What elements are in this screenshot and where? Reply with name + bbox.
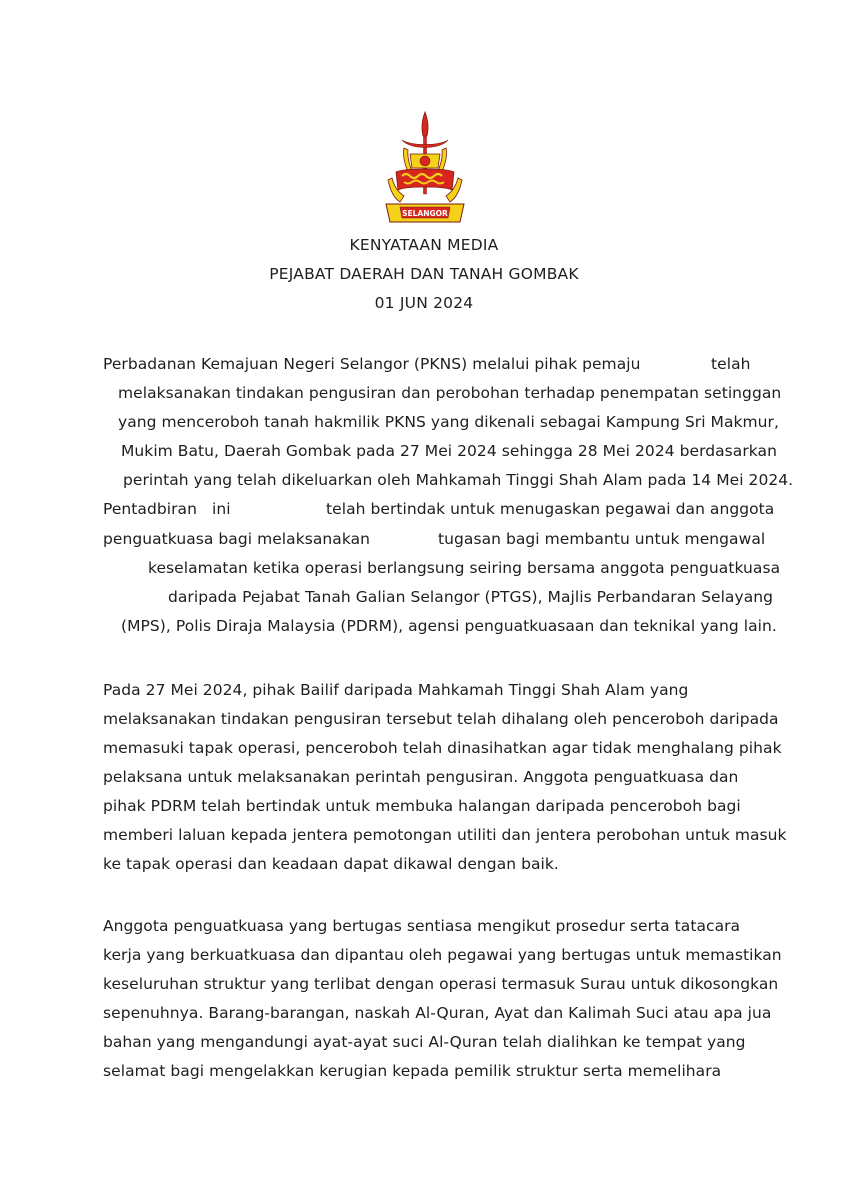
paragraph-line: keselamatan ketika operasi berlangsung seiring bersama anggota penguatkuasa xyxy=(148,559,781,577)
paragraph-line: memberi laluan kepada jentera pemotongan utiliti dan jentera perobohan untuk masuk xyxy=(103,826,787,844)
paragraph-line: pelaksana untuk melaksanakan perintah pengusiran. Anggota penguatkuasa dan xyxy=(103,768,739,786)
paragraph-line: telah xyxy=(711,355,751,373)
paragraph-line: penguatkuasa bagi melaksanakan xyxy=(103,530,371,548)
paragraph-line: memasuki tapak operasi, penceroboh telah dinasihatkan agar tidak menghalang pihak xyxy=(103,739,782,757)
paragraph-line: ini xyxy=(212,500,231,518)
paragraph-line: Pentadbiran xyxy=(103,500,197,518)
selangor-crest-logo xyxy=(380,110,470,226)
paragraph-line: telah bertindak untuk menugaskan pegawai dan anggota xyxy=(326,500,775,518)
paragraph-line: yang menceroboh tanah hakmilik PKNS yang dikenali sebagai Kampung Sri Makmur, xyxy=(118,413,779,431)
paragraph-line: (MPS), Polis Diraja Malaysia (PDRM), agensi penguatkuasaan dan teknikal yang lain. xyxy=(121,617,777,635)
paragraph-line: pihak PDRM telah bertindak untuk membuka halangan daripada penceroboh bagi xyxy=(103,797,741,815)
paragraph-line: Perbadanan Kemajuan Negeri Selangor (PKNS) melalui pihak pemaju xyxy=(103,355,641,373)
paragraph-line: Pada 27 Mei 2024, pihak Bailif daripada Mahkamah Tinggi Shah Alam yang xyxy=(103,681,689,699)
paragraph-line: tugasan bagi membantu untuk mengawal xyxy=(438,530,766,548)
paragraph-line: selamat bagi mengelakkan kerugian kepada pemilik struktur serta memelihara xyxy=(103,1062,722,1080)
paragraph-line: kerja yang berkuatkuasa dan dipantau oleh pegawai yang bertugas untuk memastikan xyxy=(103,946,782,964)
paragraph-line: daripada Pejabat Tanah Galian Selangor (PTGS), Majlis Perbandaran Selayang xyxy=(168,588,774,606)
paragraph-line: Anggota penguatkuasa yang bertugas sentiasa mengikut prosedur serta tatacara xyxy=(103,917,741,935)
office-name: PEJABAT DAERAH DAN TANAH GOMBAK xyxy=(269,265,579,283)
crest-label: SELANGOR xyxy=(402,209,448,218)
paragraph-line: Mukim Batu, Daerah Gombak pada 27 Mei 2024 sehingga 28 Mei 2024 berdasarkan xyxy=(121,442,777,460)
paragraph-line: bahan yang mengandungi ayat-ayat suci Al-Quran telah dialihkan ke tempat yang xyxy=(103,1033,746,1051)
paragraph-line: perintah yang telah dikeluarkan oleh Mahkamah Tinggi Shah Alam pada 14 Mei 2024. xyxy=(123,471,794,489)
release-date: 01 JUN 2024 xyxy=(374,294,474,312)
paragraph-line: melaksanakan tindakan pengusiran tersebut telah dihalang oleh penceroboh daripada xyxy=(103,710,779,728)
paragraph-line: melaksanakan tindakan pengusiran dan perobohan terhadap penempatan setinggan xyxy=(118,384,782,402)
paragraph-line: ke tapak operasi dan keadaan dapat dikawal dengan baik. xyxy=(103,855,559,873)
paragraph-line: sepenuhnya. Barang-barangan, naskah Al-Quran, Ayat dan Kalimah Suci atau apa jua xyxy=(103,1004,772,1022)
paragraph-line: keseluruhan struktur yang terlibat dengan operasi termasuk Surau untuk dikosongkan xyxy=(103,975,779,993)
document-title: KENYATAAN MEDIA xyxy=(349,236,499,254)
